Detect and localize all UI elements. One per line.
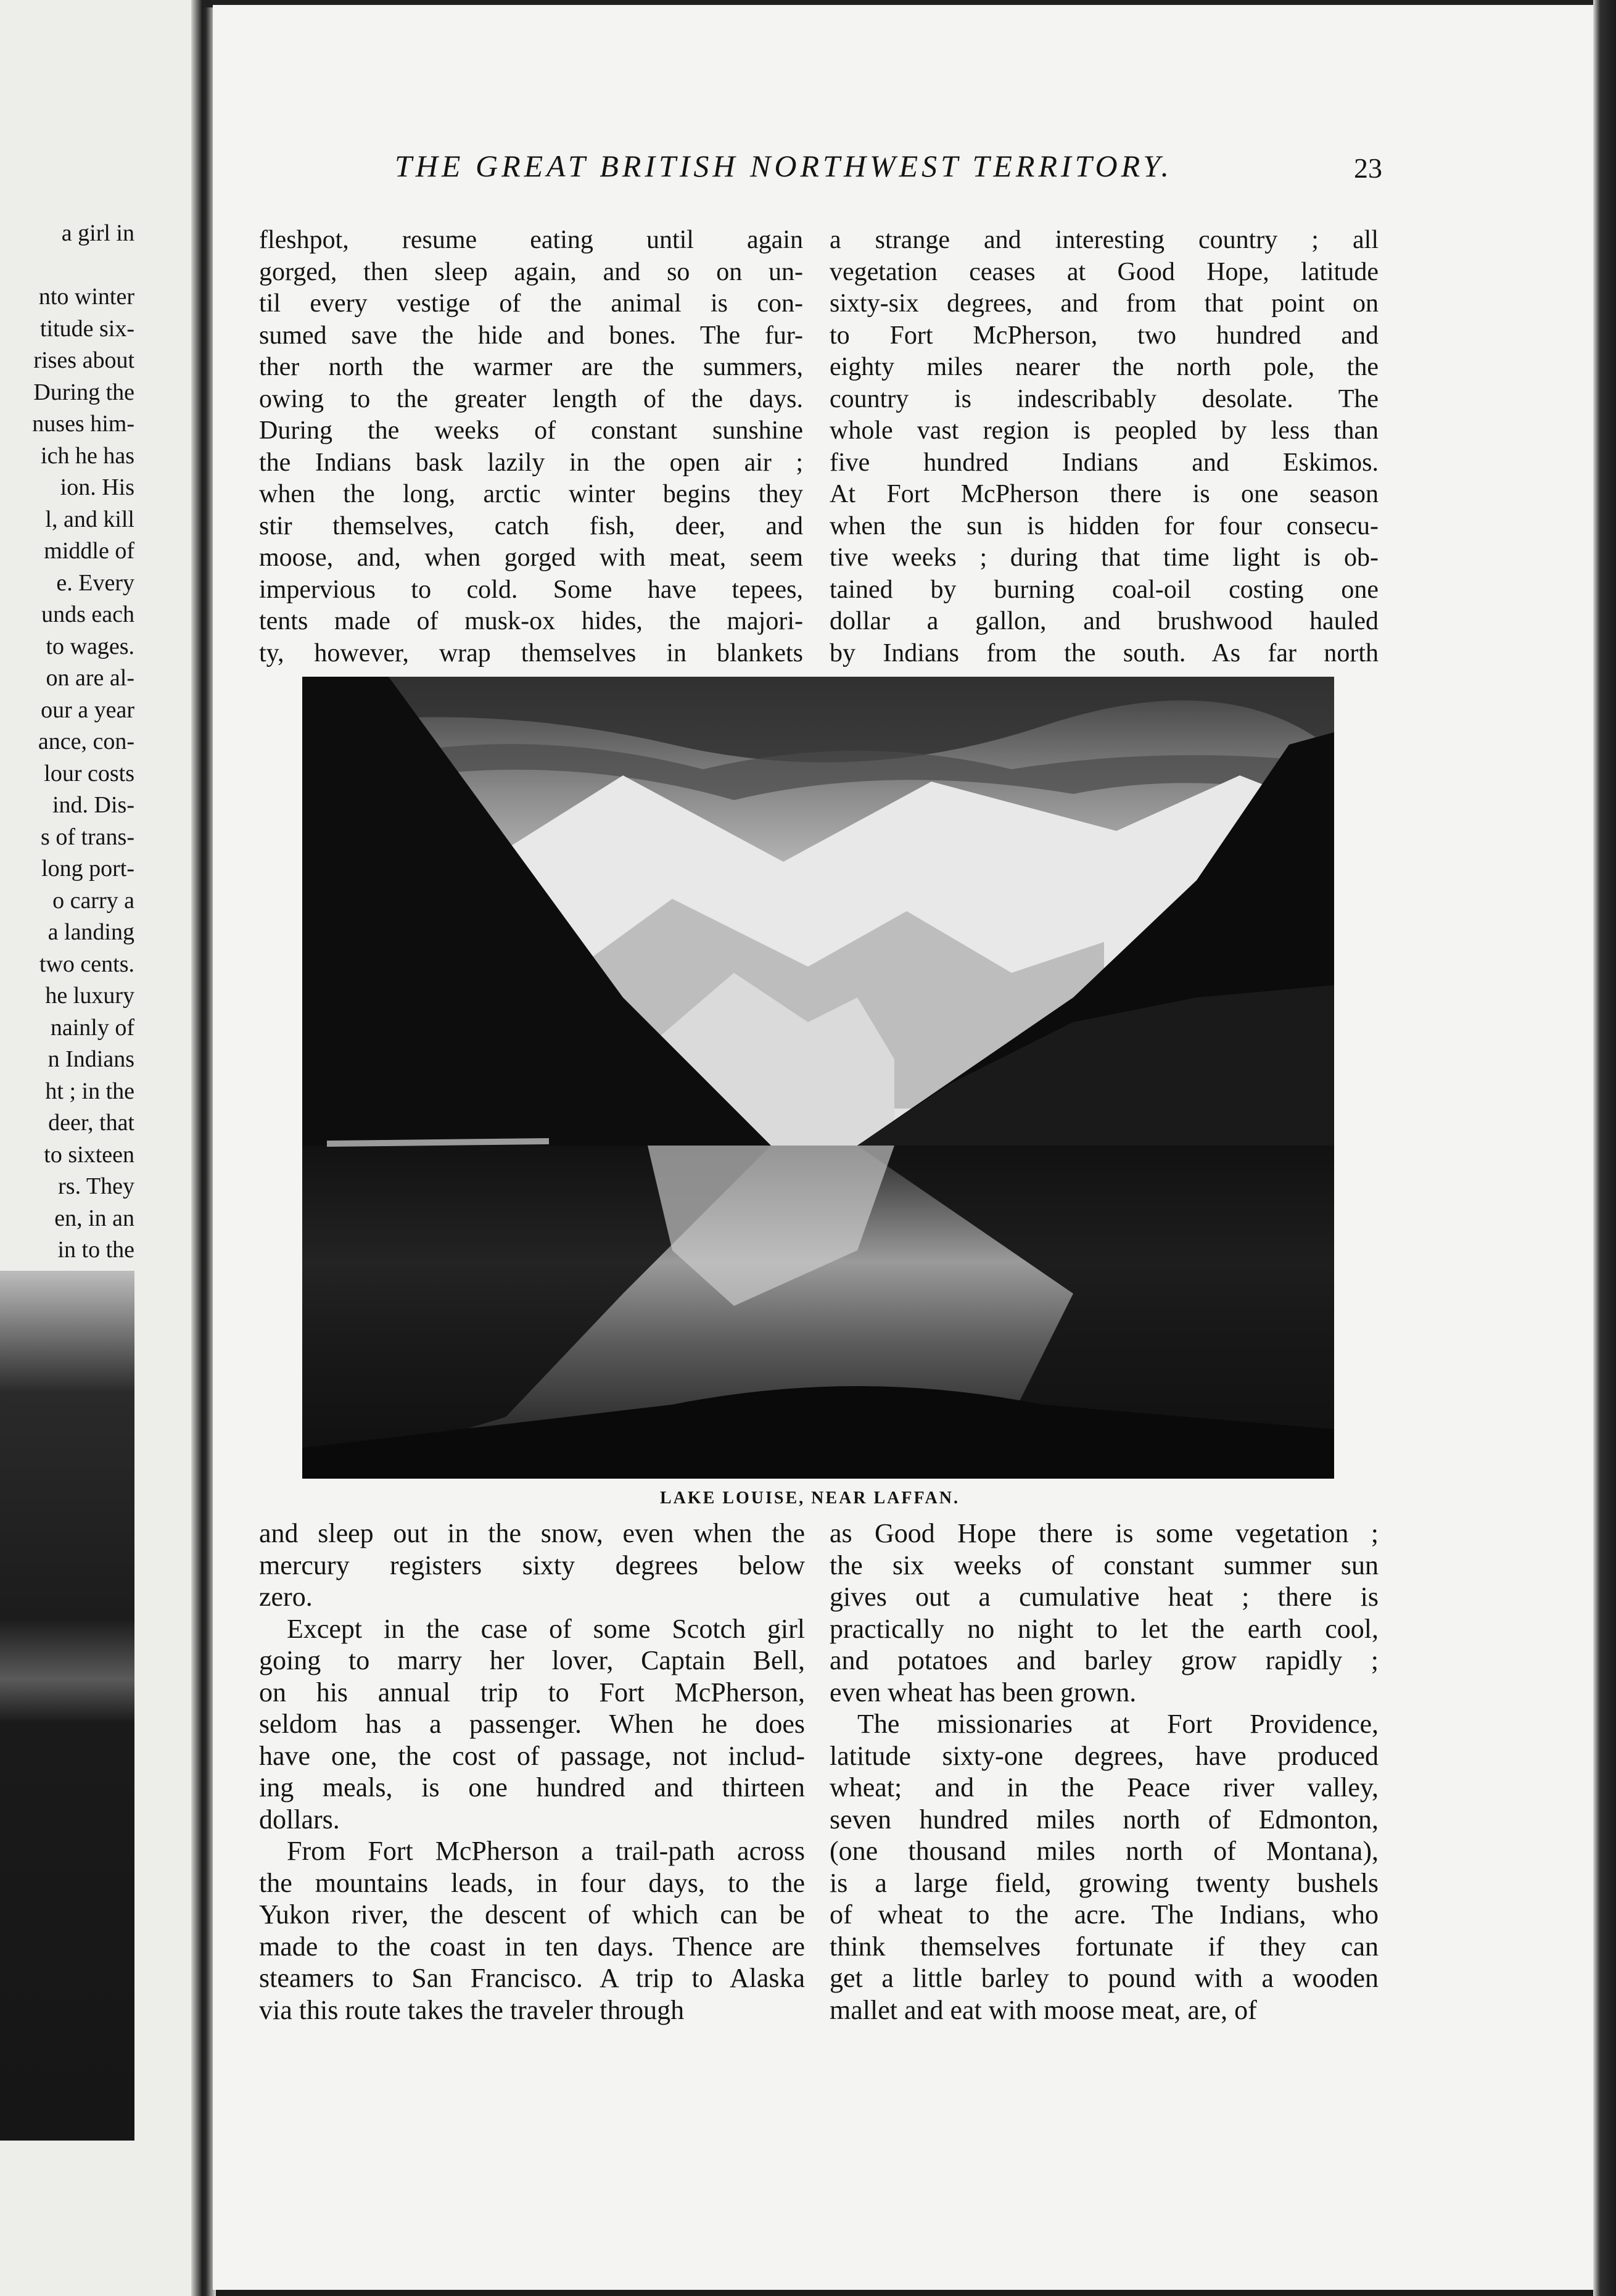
text-line: via this route takes the traveler through	[259, 1994, 685, 2025]
text-line: gives out a cumulative heat ; there is	[830, 1582, 1379, 1612]
scan-edge-right	[1593, 0, 1616, 2296]
lake-louise-illustration	[302, 677, 1334, 1479]
facing-page-line: ht ; in the	[45, 1078, 134, 1104]
facing-page-line: lour costs	[44, 760, 134, 787]
text-line: the Indians bask lazily in the open air ;	[259, 448, 803, 477]
text-line: tive weeks ; during that time light is ob-	[830, 543, 1379, 572]
text-line: Except in the case of some Scotch girl	[287, 1613, 805, 1644]
column-top-right	[830, 225, 1379, 669]
text-line: practically no night to let the earth cool,	[830, 1613, 1379, 1644]
facing-page-line: l, and kill	[45, 506, 134, 532]
facing-page-line: two cents.	[39, 951, 134, 977]
text-line: fleshpot, resume eating until again	[259, 226, 803, 254]
facing-page-line: ind. Dis-	[52, 792, 134, 818]
text-line: ther north the warmer are the summers,	[259, 353, 803, 381]
facing-page-line: nto winter	[38, 284, 134, 310]
text-line: sixty-six degrees, and from that point on	[830, 289, 1379, 318]
text-line: tents made of musk-ox hides, the majori-	[259, 607, 803, 635]
text-line: think themselves fortunate if they can	[830, 1931, 1379, 1962]
text-line: stir themselves, catch fish, deer, and	[259, 511, 803, 540]
column-bottom-right	[830, 1518, 1379, 2026]
text-line: ing meals, is one hundred and thirteen	[259, 1772, 805, 1803]
facing-page-line: middle of	[44, 538, 134, 564]
facing-page-line: n Indians	[47, 1046, 134, 1072]
text-line: vegetation ceases at Good Hope, latitude	[830, 257, 1379, 286]
facing-page-line: long port-	[41, 856, 134, 882]
text-line: a strange and interesting country ; all	[830, 226, 1379, 254]
text-line: The missionaries at Fort Providence,	[857, 1709, 1379, 1739]
text-line: have one, the cost of passage, not includ-	[259, 1740, 805, 1771]
text-line: seldom has a passenger. When he does	[259, 1709, 805, 1739]
running-head: THE GREAT BRITISH NORTHWEST TERRITORY.	[395, 149, 1173, 183]
facing-page-line: to wages.	[46, 633, 134, 659]
column-top-left	[259, 225, 803, 669]
text-line: latitude sixty-one degrees, have produced	[830, 1740, 1379, 1771]
text-line: moose, and, when gorged with meat, seem	[259, 543, 803, 572]
text-line: zero.	[259, 1582, 313, 1612]
facing-page-line: he luxury	[45, 983, 134, 1009]
facing-page-photo	[0, 1271, 134, 2141]
text-line: on his annual trip to Fort McPherson,	[259, 1677, 805, 1708]
column-bottom-left	[259, 1518, 805, 2026]
text-line: impervious to cold. Some have tepees,	[259, 575, 803, 604]
text-line: wheat; and in the Peace river valley,	[830, 1772, 1379, 1803]
text-line: tained by burning coal-oil costing one	[830, 575, 1379, 604]
text-line: steamers to San Francisco. A trip to Alaska	[259, 1963, 805, 1993]
text-line: ty, however, wrap themselves in blankets	[259, 638, 803, 667]
facing-page-line: e. Every	[56, 569, 134, 596]
text-line: and sleep out in the snow, even when the	[259, 1518, 805, 1548]
facing-page-line: nainly of	[50, 1014, 134, 1041]
facing-page-line: a landing	[47, 919, 134, 945]
facing-page-line: s of trans-	[41, 824, 134, 850]
facing-page-line: ion. His	[60, 474, 134, 500]
text-line: when the long, arctic winter begins they	[259, 480, 803, 508]
facing-page-line: deer, that	[48, 1110, 134, 1136]
text-line: During the weeks of constant sunshine	[259, 416, 803, 445]
text-line: sumed save the hide and bones. The fur-	[259, 321, 803, 350]
text-line: dollar a gallon, and brushwood hauled	[830, 607, 1379, 635]
facing-page-line: our a year	[41, 696, 134, 723]
text-line: gorged, then sleep again, and so on un-	[259, 257, 803, 286]
text-line: From Fort McPherson a trail-path across	[287, 1836, 805, 1866]
facing-page-line: During the	[33, 379, 134, 405]
text-line: eighty miles nearer the north pole, the	[830, 353, 1379, 381]
text-line: as Good Hope there is some vegetation ;	[830, 1518, 1379, 1548]
text-line: get a little barley to pound with a wooden	[830, 1963, 1379, 1993]
text-line: country is indescribably desolate. The	[830, 384, 1379, 413]
facing-page-line: rises about	[33, 347, 134, 373]
facing-page-line: a girl in	[61, 220, 134, 246]
text-line: the mountains leads, in four days, to the	[259, 1867, 805, 1898]
photo-caption: LAKE LOUISE, NEAR LAFFAN.	[660, 1489, 960, 1508]
text-line: mercury registers sixty degrees below	[259, 1550, 805, 1580]
text-line: and potatoes and barley grow rapidly ;	[830, 1645, 1379, 1675]
facing-page-line: nuses him-	[32, 411, 134, 437]
text-line: is a large field, growing twenty bushels	[830, 1867, 1379, 1898]
text-line: owing to the greater length of the days.	[259, 384, 803, 413]
page-number: 23	[1354, 152, 1382, 184]
text-line: (one thousand miles north of Montana),	[830, 1836, 1379, 1866]
facing-page-line: on are al-	[46, 665, 134, 691]
text-line: five hundred Indians and Eskimos.	[830, 448, 1379, 477]
text-line: by Indians from the south. As far north	[830, 638, 1379, 667]
facing-page-line: in to the	[57, 1237, 134, 1263]
text-line: whole vast region is peopled by less than	[830, 416, 1379, 445]
text-line: made to the coast in ten days. Thence are	[259, 1931, 805, 1962]
facing-page-line: to sixteen	[44, 1141, 134, 1168]
text-line: even wheat has been grown.	[830, 1677, 1137, 1708]
facing-page-line: ich he has	[41, 442, 134, 469]
text-line: going to marry her lover, Captain Bell,	[259, 1645, 805, 1675]
facing-page-line: unds each	[41, 601, 134, 627]
facing-page-line: rs. They	[58, 1173, 134, 1199]
facing-page-line: titude six-	[39, 315, 134, 342]
facing-page-line: ance, con-	[38, 729, 134, 754]
text-line: to Fort McPherson, two hundred and	[830, 321, 1379, 350]
text-line: til every vestige of the animal is con-	[259, 289, 803, 318]
text-line: the six weeks of constant summer sun	[830, 1550, 1379, 1580]
text-line: At Fort McPherson there is one season	[830, 480, 1379, 508]
text-line: dollars.	[259, 1804, 340, 1835]
text-line: of wheat to the acre. The Indians, who	[830, 1899, 1379, 1930]
text-line: seven hundred miles north of Edmonton,	[830, 1804, 1379, 1835]
book-gutter	[191, 0, 216, 2296]
text-line: Yukon river, the descent of which can be	[259, 1899, 805, 1930]
lake-louise-photo	[302, 677, 1334, 1479]
text-line: when the sun is hidden for four consecu-	[830, 511, 1379, 540]
text-line: mallet and eat with moose meat, are, of	[830, 1994, 1257, 2025]
facing-page-line: en, in an	[54, 1205, 134, 1231]
facing-page-line: o carry a	[52, 887, 134, 914]
